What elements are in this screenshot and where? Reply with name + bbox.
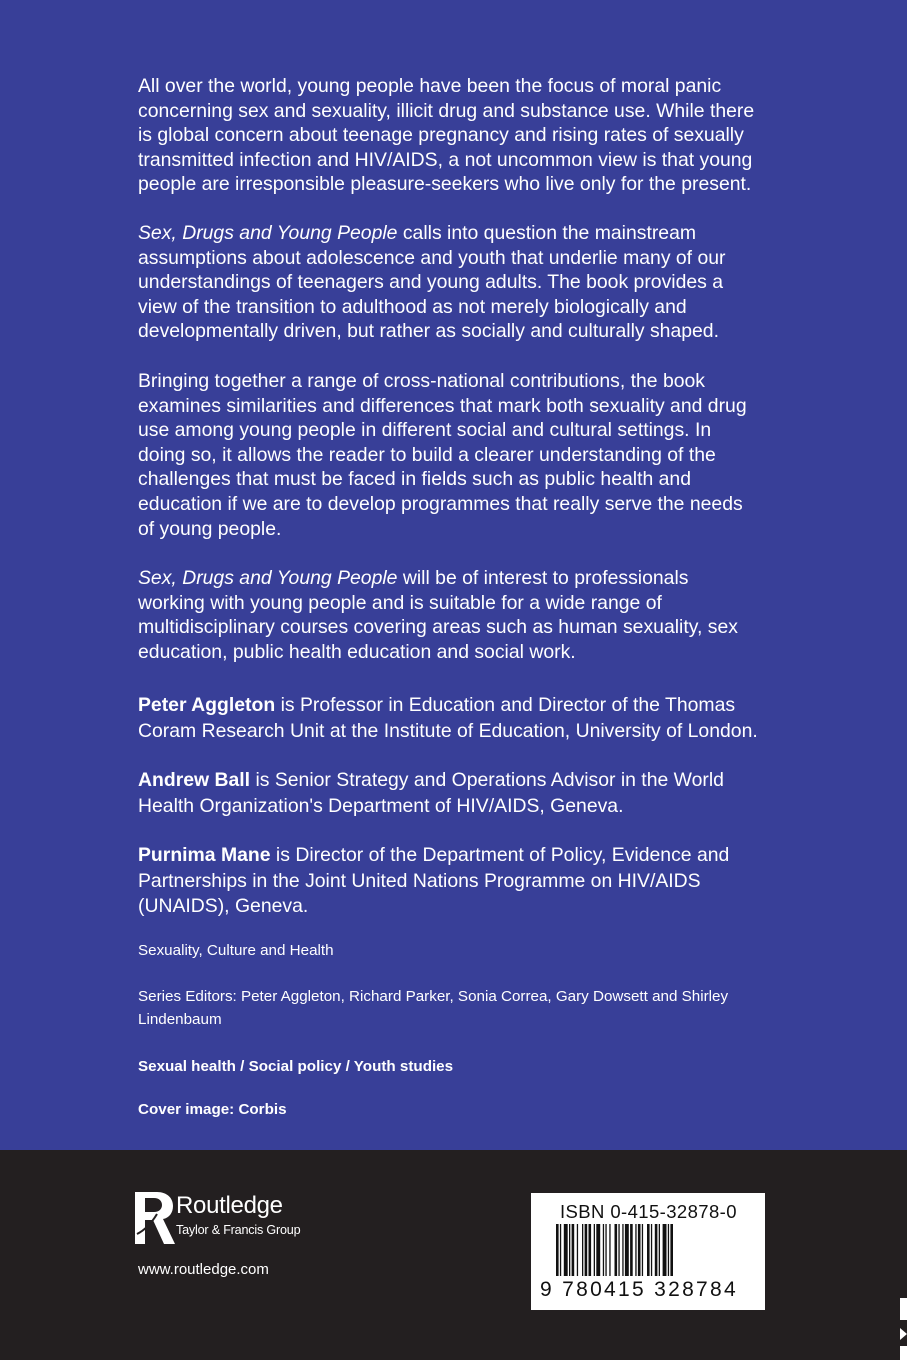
barcode-bar <box>603 1224 604 1276</box>
barcode-bar <box>594 1224 595 1276</box>
barcode-bar <box>615 1224 618 1276</box>
barcode-bar <box>605 1224 606 1276</box>
blurb-paragraph-4-text: will be of interest to professionals working with young people and is suitable for a wide range of multidisciplinary courses covering areas such as human sexuality, sex education, public health education and social work. <box>138 567 738 663</box>
book-title: Sex, Drugs and Young People <box>138 222 398 244</box>
barcode-bar <box>670 1224 673 1276</box>
barcode-bar <box>556 1224 559 1276</box>
barcode-bar <box>638 1224 641 1276</box>
barcode-bar <box>625 1224 629 1276</box>
series-editors: Series Editors: Peter Aggleton, Richard Parker, Sonia Correa, Gary Dowsett and Shirley Lindenbaum <box>138 988 729 1028</box>
barcode-bar <box>630 1224 633 1276</box>
book-title: Sex, Drugs and Young People <box>138 567 398 589</box>
subject-categories: Sexual health / Social policy / Youth studies <box>138 1058 454 1075</box>
publisher-website[interactable]: www.routledge.com <box>138 1261 269 1278</box>
barcode-bar <box>577 1224 578 1276</box>
barcode-bar <box>582 1224 583 1276</box>
barcode-bar <box>618 1224 619 1276</box>
blurb-paragraph-2 <box>138 221 760 344</box>
publisher-group: Taylor & Francis Group <box>176 1223 301 1237</box>
blurb-paragraph-1: All over the world, young people have been the focus of moral panic concerning sex and sexuality, illicit drug and substance use. While there is global concern about teenage pregnancy and rising rates of sexually transmitted infection and HIV/AIDS, a not uncommon view is that young people are irresponsible pleasure-seekers who live only for the present. <box>138 75 755 196</box>
editor-bio-ball <box>138 768 778 819</box>
barcode-bar <box>609 1224 610 1276</box>
series-name: Sexuality, Culture and Health <box>138 942 334 959</box>
barcode-bar <box>647 1224 650 1276</box>
barcode-bar <box>622 1224 623 1276</box>
editor-bio-mane <box>138 843 778 920</box>
barcode-bar <box>655 1224 658 1276</box>
blurb-paragraph-3: Bringing together a range of cross-national contributions, the book examines similarities and differences that mark both sexuality and drug use among young people in different social and cultural settings. In doing so, it allows the reader to build a clearer understanding of the challenges that must be faced in fields such as public health and education if we are to develop programmes that really serve the needs of young people. <box>138 370 747 540</box>
spine-edge-mark-icon <box>896 1298 907 1360</box>
barcode-bar <box>560 1224 561 1276</box>
barcode-bar <box>585 1224 588 1276</box>
barcode-bar <box>668 1224 669 1276</box>
cover-credit: Cover image: Corbis <box>138 1101 287 1118</box>
publisher-footer <box>0 1150 907 1360</box>
barcode-digits: 9 780415 328784 <box>540 1278 738 1301</box>
barcode-bar <box>564 1224 568 1276</box>
barcode-bar <box>651 1224 652 1276</box>
barcode-bar <box>569 1224 570 1276</box>
editor-name: Purnima Mane <box>138 844 271 866</box>
barcode-bar <box>596 1224 600 1276</box>
barcode-bar <box>635 1224 636 1276</box>
blurb-paragraph-4 <box>138 566 760 664</box>
barcode-bar <box>663 1224 667 1276</box>
barcode-icon <box>556 1224 746 1276</box>
editor-name: Andrew Ball <box>138 769 251 791</box>
barcode-bar <box>659 1224 660 1276</box>
editor-description: is Director of the Department of Policy, Evidence and Partnerships in the Joint United Nations Programme on HIV/AIDS (UNAIDS), Geneva. <box>138 844 730 917</box>
editor-name: Peter Aggleton <box>138 694 276 716</box>
editor-description: is Professor in Education and Director of the Thomas Coram Research Unit at the Institute of Education, University of London. <box>138 694 758 742</box>
editor-description: is Senior Strategy and Operations Advisor in the World Health Organization's Department of HIV/AIDS, Geneva. <box>138 769 724 817</box>
barcode-bar <box>572 1224 575 1276</box>
blurb-paragraph-2-text: calls into question the mainstream assumptions about adolescence and youth that underlie many of our understandings of teenagers and young adults. The book provides a view of the transition to adulthood as not merely biologically and developmentally driven, but rather as socially and culturally shaped. <box>138 222 726 343</box>
publisher-name: Routledge <box>176 1192 283 1219</box>
barcode-bar <box>589 1224 592 1276</box>
isbn-label: ISBN 0-415-32878-0 <box>560 1201 737 1222</box>
editor-bio-aggleton <box>138 693 778 744</box>
barcode-bar <box>642 1224 643 1276</box>
